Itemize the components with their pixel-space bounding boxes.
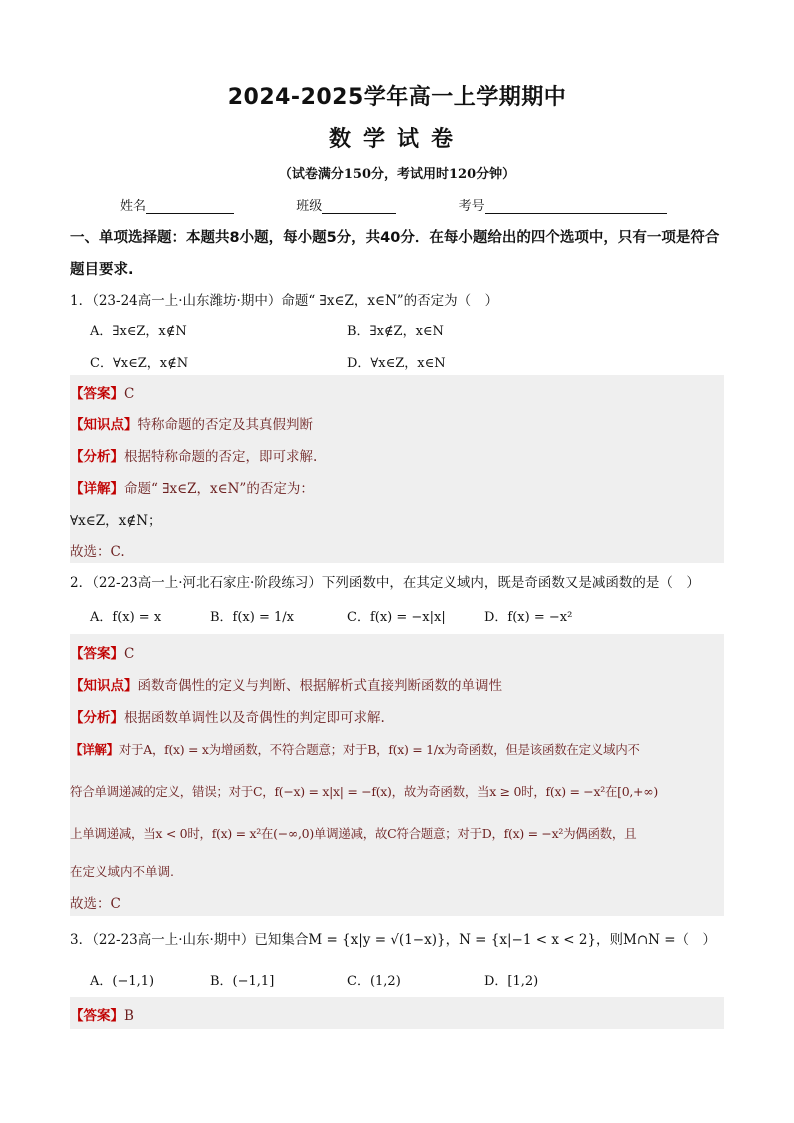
class-blank[interactable] (322, 199, 396, 214)
detail-tag: 【详解】 (70, 742, 119, 757)
q2-detail-line3: 上单调递减，当x < 0时，f(x) = x²在(−∞,0)单调递减，故C符合题意；对于D，f(x) = −x²为偶函数，且 (70, 826, 637, 841)
q2-detail-line4: 在定义域内不单调. (70, 864, 174, 879)
q2-detail-line1: 对于A，f(x) = x为增函数，不符合题意；对于B，f(x) = 1/x为奇函数，但是该函数在定义域内不 (118, 742, 640, 757)
q1-detail-result: ∀x∈Z，x∉N； (70, 513, 162, 529)
exam-title: 2024-2025学年高一上学期期中 (227, 85, 567, 110)
q1-analysis: 根据特称命题的否定，即可求解. (124, 449, 318, 465)
question-1-stem: 1．（23-24高一上·山东潍坊·期中）命题“ ∃x∈Z，x∈N”的否定为（ ） (70, 293, 499, 309)
name-blank[interactable] (146, 199, 234, 214)
number-blank[interactable] (485, 199, 667, 214)
q2-choice: 故选：C (70, 896, 121, 912)
q1-detail: 命题“ ∃x∈Z，x∈N”的否定为： (124, 481, 314, 497)
answer-tag: 【答案】 (70, 646, 124, 662)
q2-analysis: 根据函数单调性以及奇偶性的判定即可求解. (124, 710, 385, 726)
q1-choice: 故选：C. (70, 544, 125, 560)
q2-option-c: C．f(x) = −x|x| (347, 610, 446, 625)
q2-answer: C (124, 646, 135, 662)
q1-answer: C (124, 386, 135, 402)
analysis-tag: 【分析】 (70, 710, 124, 726)
q1-option-b: B．∃x∉Z，x∈N (347, 324, 444, 339)
q3-option-a: A．(−1,1) (90, 974, 155, 989)
detail-tag: 【详解】 (70, 481, 124, 497)
knowledge-tag: 【知识点】 (70, 678, 138, 694)
q1-option-d: D．∀x∈Z，x∈N (347, 356, 446, 371)
q2-option-b: B．f(x) = 1/x (210, 610, 294, 625)
q3-answer: B (124, 1008, 134, 1024)
q3-solution-box (70, 997, 724, 1029)
q1-knowledge-point: 特称命题的否定及其真假判断 (137, 417, 313, 433)
q2-option-d: D．f(x) = −x² (484, 610, 573, 625)
name-label: 姓名 (120, 199, 147, 214)
exam-note: （试卷满分150分，考试用时120分钟） (278, 167, 516, 182)
q1-option-c: C．∀x∈Z，x∉N (90, 356, 189, 371)
answer-tag: 【答案】 (70, 1008, 124, 1024)
q2-detail-line2: 符合单调递减的定义，错误；对于C，f(−x) = x|x| = −f(x)，故为奇函数，当x ≥ 0时，f(x) = −x²在[0,+∞) (70, 784, 658, 799)
question-2-stem: 2．（22-23高一上·河北石家庄·阶段练习）下列函数中，在其定义域内，既是奇函数又是减函数的是（ ） (70, 575, 700, 591)
q3-option-b: B．(−1,1] (210, 974, 275, 989)
q2-option-a: A．f(x) = x (90, 610, 162, 625)
section-heading: 一、单项选择题：本题共8小题，每小题5分，共40分．在每小题给出的四个选项中，只有一项是符合题目要求. (70, 230, 720, 278)
analysis-tag: 【分析】 (70, 449, 124, 465)
subject-title: 数学试卷 (328, 127, 465, 152)
question-3-stem: 3．（22-23高一上·山东·期中）已知集合M = {x|y = √(1−x)}，N = {x|−1 < x < 2}，则M∩N =（ ） (70, 932, 717, 948)
q2-solution-box (70, 634, 724, 916)
number-label: 考号 (458, 199, 485, 214)
q3-option-c: C．(1,2) (347, 974, 401, 989)
q1-solution-box (70, 375, 724, 563)
class-label: 班级 (296, 199, 323, 214)
q1-option-a: A．∃x∈Z，x∉N (90, 324, 187, 339)
answer-tag: 【答案】 (70, 386, 124, 402)
q2-knowledge-point: 函数奇偶性的定义与判断、根据解析式直接判断函数的单调性 (137, 678, 502, 694)
q3-option-d: D．[1,2) (484, 974, 539, 989)
student-info (120, 195, 724, 214)
knowledge-tag: 【知识点】 (70, 417, 138, 433)
